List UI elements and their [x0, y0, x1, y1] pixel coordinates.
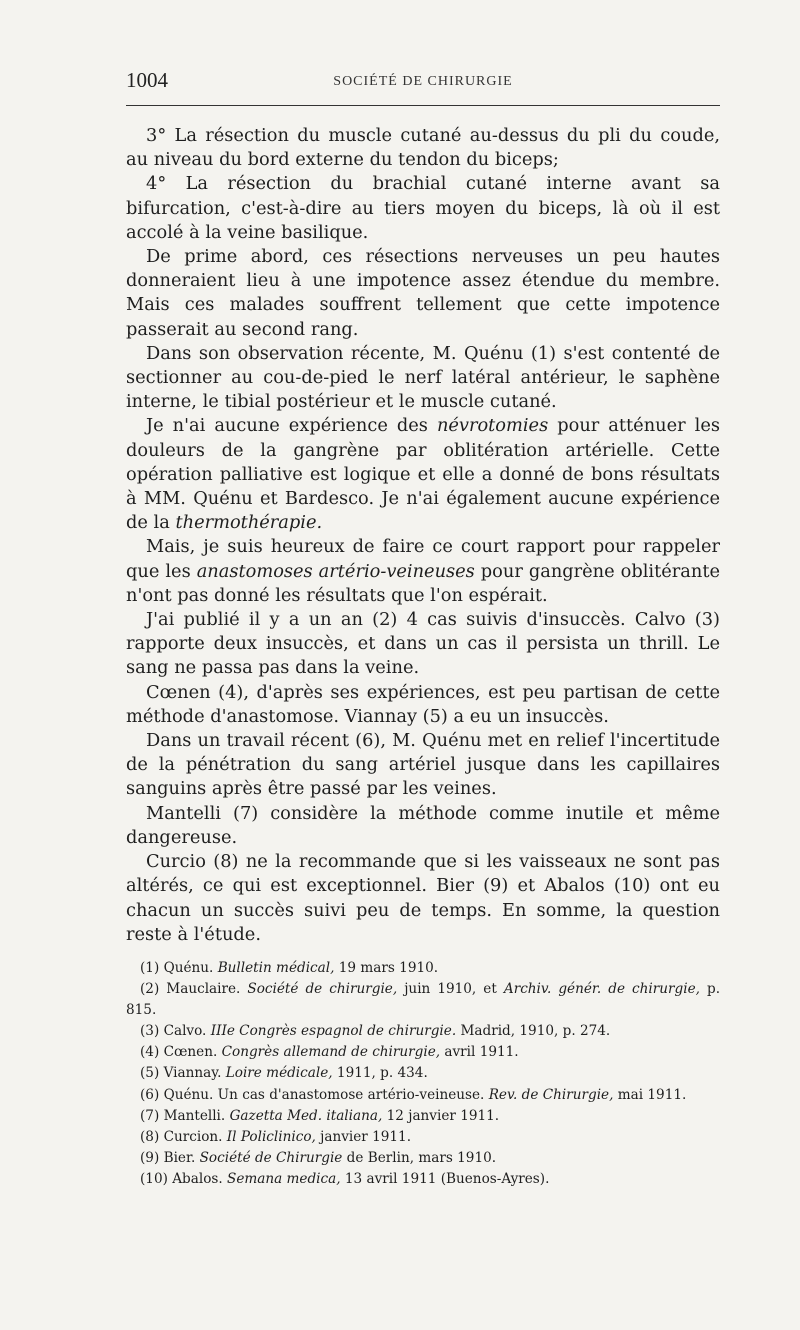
footnote-text: (6) Quénu. Un cas d'anastomose artério-veineuse. [140, 1086, 489, 1103]
paragraph: 4° La résection du brachial cutané interne avant sa bifurcation, c'est-à-dire au tiers moyen du biceps, là où il est accolé à la veine basilique. [126, 173, 720, 243]
italic-term: thermothérapie. [175, 512, 323, 534]
footnote-text: (3) Calvo. [140, 1023, 211, 1040]
running-title: SOCIÉTÉ DE CHIRURGIE [333, 74, 513, 89]
footnote-text: (1) Quénu. [140, 960, 218, 976]
footnote-text: Madrid, 1910, p. 274. [456, 1023, 611, 1040]
footnote-text: 12 janvier 1911. [382, 1107, 500, 1124]
footnote-text: (9) Bier. [140, 1149, 200, 1166]
footnote [126, 1148, 720, 1169]
italic-term: névrotomies [436, 415, 549, 437]
footnote-source: Bulletin médical, [217, 960, 335, 976]
footnote-text: juin 1910, et [397, 981, 504, 998]
footnote-text: (8) Curcion. [140, 1128, 227, 1145]
footnote-source: Loire médicale, [225, 1065, 333, 1082]
footnote-source: Il Policlinico, [226, 1128, 316, 1145]
footnotes [126, 958, 720, 1190]
footnote-source: Congrès allemand de chirurgie, [221, 1044, 441, 1061]
text-run: Je n'ai aucune expérience des [146, 415, 437, 437]
paragraph: Curcio (8) ne la recommande que si les vaisseaux ne sont pas altérés, ce qui est exceptionnel. Bier (9) et Abalos (10) ont eu chacun un succès suivi peu de temps. En somme, la question reste à l'étude. [126, 851, 720, 945]
footnote-text: (4) Cœnen. [140, 1044, 222, 1061]
footnote-text: janvier 1911. [315, 1128, 412, 1145]
footnote [126, 1106, 720, 1127]
footnote [126, 979, 720, 1021]
footnote [126, 1169, 720, 1190]
footnote-source: Rev. de Chirurgie, [488, 1086, 614, 1103]
footnote-text: mai 1911. [613, 1086, 687, 1103]
footnote [126, 1085, 720, 1106]
footnote-text: (2) Mauclaire. [140, 981, 248, 998]
page-number: 1004 [126, 68, 168, 92]
footnote-text: 13 avril 1911 (Buenos-Ayres). [340, 1170, 550, 1187]
paragraph [126, 414, 720, 535]
text-run: Mais, je suis heureux de faire ce court rapport pour rappeler que les [126, 536, 720, 582]
footnote-text: p. 815. [126, 981, 721, 1019]
footnote-source: Gazetta Med. italiana, [229, 1107, 383, 1124]
footnote-source: Archiv. génér. de chirurgie, [503, 981, 700, 998]
italic-term: anastomoses artério-veineuses [196, 560, 475, 582]
footnote-text: (7) Mantelli. [140, 1107, 230, 1124]
footnote-text: 1911, p. 434. [332, 1065, 428, 1082]
paragraph: Dans un travail récent (6), M. Quénu met en relief l'incertitude de la pénétration du sang artériel jusque dans les capillaires sanguins après être passé par les veines. [126, 730, 720, 800]
footnote-text: (10) Abalos. [140, 1170, 227, 1187]
main-text [126, 124, 720, 947]
header-rule [126, 105, 720, 106]
paragraph [126, 535, 720, 608]
paragraph: J'ai publié il y a un an (2) 4 cas suivis d'insuccès. Calvo (3) rapporte deux insuccès, et dans un cas il persista un thrill. Le sang ne passa pas dans la veine. [126, 609, 720, 679]
footnote [126, 1063, 720, 1084]
footnote-source: Société de chirurgie, [247, 981, 398, 998]
paragraph: De prime abord, ces résections nerveuses un peu hautes donneraient lieu à une impotence assez étendue du membre. Mais ces malades souffrent tellement que cette impotence passerait au second rang. [126, 246, 720, 340]
text-run: pour gangrène oblitérante n'ont pas donné les résultats que l'on espérait. [126, 560, 720, 606]
footnote-source: Semana medica, [227, 1170, 341, 1187]
text-run: pour atténuer les douleurs de la gangrène par oblitération artérielle. Cette opération palliative est logique et elle a donné de bons résultats à MM. Quénu et Bardesco. Je n'ai également aucune expérience de la [126, 415, 720, 534]
paragraph: Mantelli (7) considère la méthode comme inutile et même dangereuse. [126, 802, 720, 848]
footnote [126, 1042, 720, 1063]
footnote [126, 1021, 720, 1042]
footnote-text: 19 mars 1910. [334, 960, 439, 976]
paragraph: Dans son observation récente, M. Quénu (1) s'est contenté de sectionner au cou-de-pied le nerf latéral antérieur, le saphène interne, le tibial postérieur et le muscle cutané. [126, 342, 720, 413]
paragraph: 3° La résection du muscle cutané au-dessus du pli du coude, au niveau du bord externe du tendon du biceps; [126, 125, 720, 171]
footnote-source: IIIe Congrès espagnol de chirurgie. [210, 1023, 457, 1040]
footnote [126, 958, 720, 979]
paragraph: Cœnen (4), d'après ses expériences, est peu partisan de cette méthode d'anastomose. Viannay (5) a eu un insuccès. [126, 681, 720, 727]
footnote-text: avril 1911. [440, 1044, 519, 1061]
footnote [126, 1127, 720, 1148]
page-header [126, 68, 720, 96]
footnote-text: (5) Viannay. [140, 1065, 226, 1082]
footnote-text: de Berlin, mars 1910. [342, 1149, 497, 1166]
footnote-source: Société de Chirurgie [199, 1149, 343, 1166]
